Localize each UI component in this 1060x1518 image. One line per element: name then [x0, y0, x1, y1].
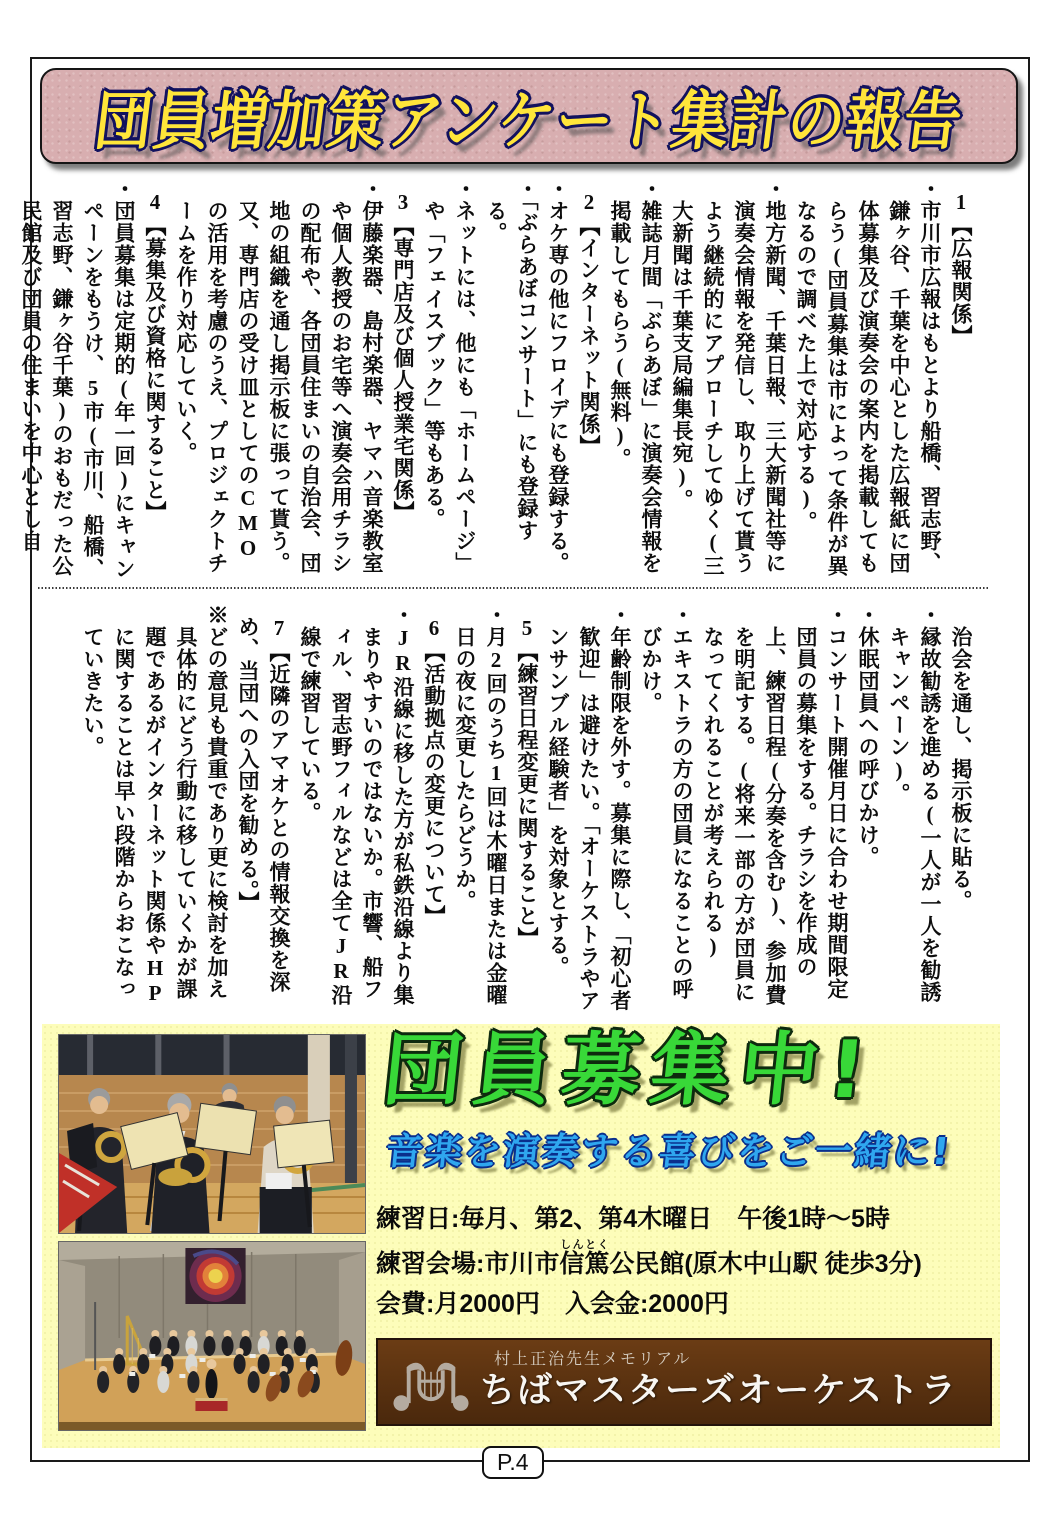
venue-suffix: 公民館(原木中山駅 徒歩3分): [609, 1249, 922, 1278]
report-columns-top: [19, 178, 976, 580]
orchestra-logo-bar: [376, 1338, 992, 1426]
recruitment-ad: [42, 1024, 1000, 1448]
memorial-label: 村上正治先生メモリアル: [494, 1351, 692, 1369]
page-number-badge: P.4: [482, 1446, 544, 1479]
report-continuation: 治会を通し、掲示板に貼る。: [949, 626, 973, 912]
report-bullet: ・休眠団員への呼びかけ。: [856, 604, 880, 868]
page-title: 団員増加策アンケート集計の報告: [90, 84, 967, 159]
report-heading: 6【活動拠点の変更について】: [422, 616, 446, 927]
report-heading: 3【専門店及び個人授業宅関係】: [391, 190, 415, 523]
title-banner: [40, 68, 1018, 164]
report-bullet: ・オケ専の他にフロイデにも登録する。: [546, 178, 570, 574]
report-bullet: ・地方新聞、千葉日報、三大新聞社等に演奏会情報を発信し、取り上げて貰うよう継続的にアプローチしてゆく(三大新聞は千葉支局編集長宛)。: [670, 178, 787, 577]
report-bullet: ・月2回のうち1回は木曜日または金曜日の夜に変更したらどうか。: [453, 604, 508, 1006]
report-heading: 4【募集及び資格に関すること】: [143, 190, 167, 523]
practice-details: [376, 1199, 992, 1324]
report-bullet: ・ネットには、他にも「ホームページ」や「フェイスブック」等もある。: [422, 178, 477, 574]
orchestra-stage-photo: [58, 1241, 366, 1431]
report-bullet: ・伊藤楽器、島村楽器、ヤマハ音楽教室や個人教授のお宅等へ演奏会用チラシの配布や、各団員住まいの自治会、団地の組織を通し掲示板に張って貰う。又、専門店の受け皿としてのCMOの活用を考慮のうえ、プロジェクトチームを作り対応していく。: [174, 178, 384, 574]
venue-ruby: 信篤しんとく: [559, 1238, 610, 1278]
practice-venue-line: [376, 1239, 992, 1284]
lyre-note-logo-icon: [388, 1346, 474, 1418]
recruiting-headline: 団員募集中!: [379, 1024, 880, 1116]
venue-prefix: 練習会場:市川市: [376, 1249, 560, 1278]
orchestra-name: ちばマスターズオーケストラ: [480, 1371, 958, 1411]
report-heading: 2【インターネット関係】: [577, 190, 601, 457]
logo-text: [480, 1350, 958, 1413]
stage-artwork: [185, 1248, 245, 1304]
report-bullet: ・「ぶらあぼコンサート」にも登録する。: [484, 178, 539, 542]
practice-day-line: 練習日:毎月、第2、第4木曜日 午後1時〜5時: [376, 1204, 890, 1233]
ad-photos: [58, 1034, 364, 1431]
report-bullet: ・団員募集は定期的(年一回)にキャンペーンをもうけ、5市(市川、船橋、習志野、鎌ヶ谷千葉)のおもだった公民館及び団員の住まいを中心とし自: [19, 178, 136, 580]
report-bullet: ・雑誌月間「ぶらあぼ」に演奏会情報を掲載してもらう(無料)。: [608, 178, 663, 574]
fee-line: 会費:月2000円 入会金:2000円: [376, 1289, 729, 1318]
ad-text-column: [376, 1026, 992, 1426]
dotted-divider: [38, 587, 988, 589]
report-heading: 1【広報関係】: [949, 190, 973, 347]
report-heading: 7【近隣のアマオケとの情報交換を深め、当団への入団を勧める。】: [236, 616, 291, 993]
horn-section-photo: [58, 1034, 366, 1234]
report-bullet: ・JR沿線に移した方が私鉄沿線より集まりやすいのではないか。市響、船フィル、習志野フィルなどは全てJR沿線で練習している。: [298, 604, 415, 1006]
page-frame: [19, 57, 1030, 1462]
report-bullet: ・エキストラの方の団員になることの呼びかけ。: [639, 604, 694, 1000]
report-columns-bottom: [52, 604, 976, 1018]
report-heading: 5【練習日程変更に関すること】: [515, 616, 539, 949]
report-bullet: ・縁故勧誘を進める(一人が一人を勧誘キャンペーン)。: [887, 604, 942, 1003]
report-bullet: ・年齢制限を外す。募集に際し、「初心者歓迎」は避けたい。「オーケストラやアンサンブル経験者」を対象とする。: [546, 604, 632, 1012]
recruiting-subheadline: 音楽を演奏する喜びをご一緒に!: [383, 1130, 954, 1174]
report-note: ※どの意見も貴重であり更に検討を加え具体的にどう行動に移していくかが課題であるがインターネット関係やHPに関することは早い段階からおこなっていきたい。: [81, 604, 229, 1006]
report-bullet: ・コンサート開催月日に合わせ期間限定団員の募集をする。チラシを作成の上、練習日程(分奏を含む)、参加費を明記する。(将来一部の方が団員になってくれることが考えられる): [701, 604, 849, 1006]
report-bullet: ・市川市広報はもとより船橋、習志野、鎌ヶ谷、千葉を中心とした広報紙に団体募集及び演奏会の案内を掲載してもらう(団員募集は市によって条件が異なるので調べた上で対応する)。: [794, 178, 942, 577]
